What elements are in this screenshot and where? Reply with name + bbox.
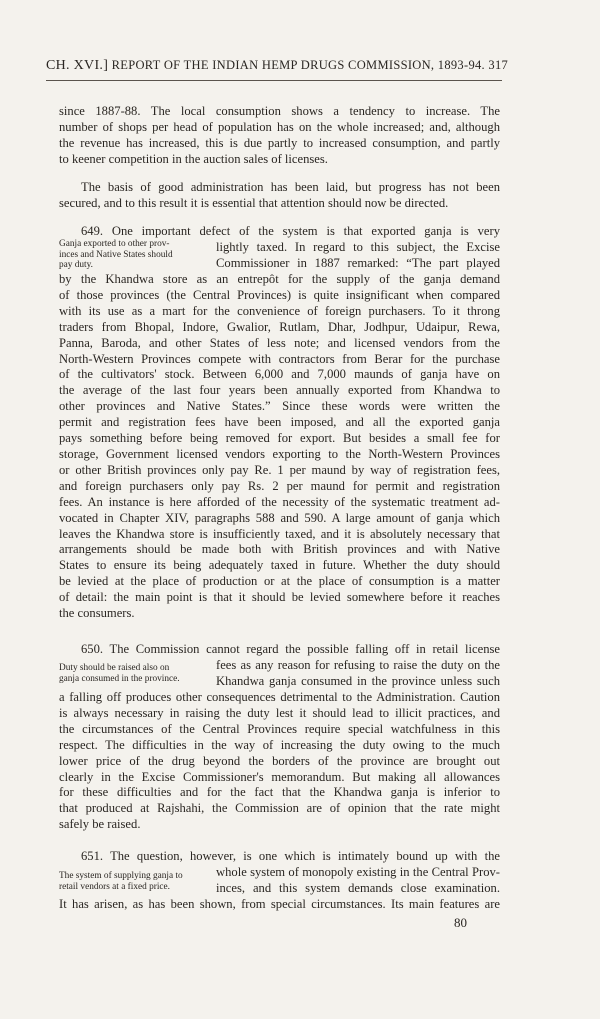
text-line: Khandwa ganja consumed in the province unless such (216, 674, 500, 688)
sidenote-line: ganja consumed in the province. (59, 673, 180, 684)
text-line: lower price of the drug beyond the borders of the province are brought out (59, 753, 500, 768)
text-line: number of shops per head of population has on the whole increased; and, although (59, 119, 500, 134)
text-line: traders from Bhopal, Indore, Gwalior, Rutlam, Dhar, Jodhpur, Udaipur, Rewa, (59, 319, 500, 334)
text-line: a falling off produces other consequences detrimental to the Administration. Caution (59, 690, 500, 704)
text-line: be levied at the place of production or at the place of consumption is a matter (59, 574, 500, 589)
paragraph-649 (59, 224, 500, 240)
text-line: arrangements should be made both with British provinces and with Native (59, 542, 500, 557)
signature-mark: 80 (454, 915, 467, 930)
sidenote-line: The system of supplying ganja to (59, 871, 183, 881)
text-line: of the cultivators' stock. Between 6,000 and 7,000 maunds of ganja have on (59, 367, 500, 382)
text-line: respect. The difficulties in the way of increasing the duty owing to the much (59, 737, 500, 752)
text-line: whole system of monopoly existing in the Central Prov- (216, 865, 500, 879)
paragraph-651 (59, 849, 500, 865)
text-line: of those provinces (the Central Provinces) is quite insignificant when compared (59, 287, 500, 302)
text-line: fees. An instance is here afforded of the necessity of the systematic treatment ad- (59, 494, 500, 509)
header-rule (46, 80, 502, 81)
text-line: of detail: the main point is that it should be levied somewhere before it reaches (59, 590, 500, 605)
text-line: 650. The Commission cannot regard the possible falling off in retail license (81, 642, 500, 656)
sidenote-line: pay duty. (59, 260, 93, 270)
paragraph-1 (59, 104, 500, 168)
text-line: lightly taxed. In regard to this subject, the Excise (216, 240, 500, 254)
text-line: the average of the last four years been annually exported from Khandwa to (59, 383, 500, 398)
text-line: other provinces and Native States.” Since these words were written the (59, 399, 500, 414)
text-line: safely be raised. (59, 817, 141, 832)
text-line: to keener competition in the auction sales of licenses. (59, 151, 328, 166)
chapter-label: CH. XVI.] (46, 58, 109, 73)
sidenote-line: inces and Native States should (59, 249, 173, 260)
text-line: Panna, Baroda, and other States of less note; and licensed vendors from the (59, 335, 500, 350)
text-line: and foreign purchasers only pay Rs. 2 per maund for permit and registration (59, 478, 500, 493)
text-line: by the Khandwa store as an entrepôt for the supply of the ganja demand (59, 272, 500, 286)
sidenote-line: retail vendors at a fixed price. (59, 881, 170, 892)
text-line: North-Western Provinces compete with contractors from Berar for the purchase (59, 351, 500, 366)
text-line: the circumstances of the Central Provinces require special watchfulness in this (59, 721, 500, 736)
running-header (46, 58, 509, 74)
text-line: the revenue has increased, this is due partly to increased consumption, and partly (59, 135, 500, 150)
sidenote-649 (59, 239, 173, 271)
text-line: pays something before being removed for export. But besides a small fee for (59, 431, 500, 446)
text-line: that produced at Rajshahi, the Commission are of opinion that the rate might (59, 801, 500, 816)
report-title: REPORT OF THE INDIAN HEMP DRUGS COMMISSION, 1893-94. (111, 58, 485, 72)
text-line: It has arisen, as has been shown, from special circumstances. Its main features are (59, 897, 500, 911)
text-line: permit and registration fees have been imposed, and all the exported ganja (59, 415, 500, 430)
paragraph-2 (59, 180, 500, 212)
text-line: with its use as a mart for the convenience of foreign purchasers. To it throng (59, 303, 500, 318)
text-line: is always necessary in raising the duty lest it should lead to illicit practices, and (59, 705, 500, 720)
text-line: since 1887-88. The local consumption shows a tendency to increase. The (59, 104, 500, 118)
text-line: States to ensure its being adequately taxed in future. Whether the duty should (59, 558, 500, 573)
text-line: leaves the Khandwa store is insufficiently taxed, and it is absolutely necessary that (59, 526, 500, 541)
text-line: for these difficulties and for the fact that the Khandwa ganja is inferior to (59, 785, 500, 800)
sidenote-line: Ganja exported to other prov- (59, 239, 170, 249)
paragraph-651-body (59, 897, 500, 913)
text-line: clearly in the Excise Commissioner's memorandum. But making all allowances (59, 769, 500, 784)
sidenote-650 (59, 663, 180, 684)
paragraph-650 (59, 642, 500, 658)
page-number: 317 (488, 58, 509, 72)
paragraph-650-body (59, 690, 500, 833)
text-line: inces, and this system demands close examination. (216, 881, 500, 895)
text-line: Commissioner in 1887 remarked: “The part played (216, 256, 500, 270)
text-line: vocated in Chapter XIV, paragraphs 588 and 590. A large amount of ganja which (59, 510, 500, 525)
text-line: 649. One important defect of the system is that exported ganja is very (81, 224, 500, 238)
text-line: The basis of good administration has been laid, but progress has not been (81, 180, 500, 194)
text-line: fees as any reason for refusing to raise the duty on the (216, 658, 500, 672)
text-line: secured, and to this result it is essential that attention should now be directed. (59, 195, 449, 210)
text-line: storage, Government licensed vendors exporting to the North-Western Provinces (59, 446, 500, 461)
sidenote-line: Duty should be raised also on (59, 663, 170, 673)
sidenote-651 (59, 871, 183, 892)
text-line: the consumers. (59, 606, 135, 621)
text-line: 651. The question, however, is one which is intimately bound up with the (81, 849, 500, 863)
paragraph-649-body (59, 272, 500, 622)
text-line: or other British provinces only pay Re. 1 per maund by way of registration fees, (59, 462, 500, 477)
